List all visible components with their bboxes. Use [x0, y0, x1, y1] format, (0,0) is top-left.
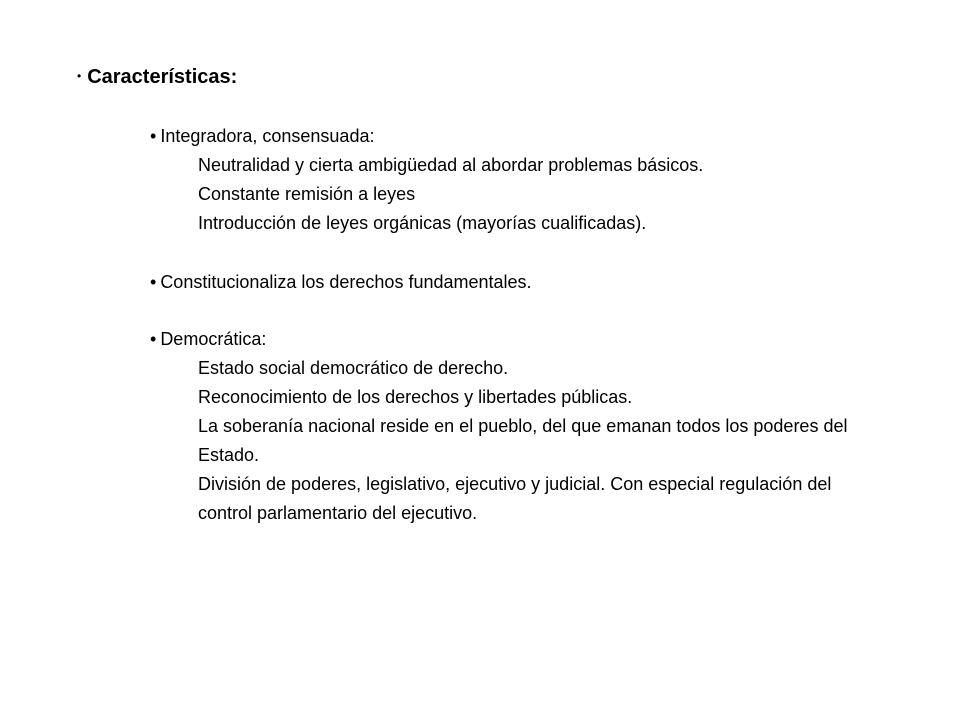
slide-heading	[77, 66, 237, 89]
section-title	[150, 325, 888, 354]
section-democratica	[150, 325, 888, 528]
section-constitucionaliza	[150, 268, 532, 297]
sub-line: Introducción de leyes orgánicas (mayorías cualificadas).	[198, 213, 647, 233]
section-title-text: Democrática:	[160, 329, 267, 349]
bullet-icon: •	[150, 272, 157, 292]
section-title-text: Integradora, consensuada:	[160, 126, 375, 146]
bullet-icon: •	[150, 126, 157, 146]
section-title	[150, 122, 888, 151]
sub-line: Constante remisión a leyes	[198, 184, 416, 204]
section-integradora	[150, 122, 888, 238]
sub-line: Estado social democrático de derecho.	[198, 358, 509, 378]
heading-text: Características:	[87, 66, 238, 88]
sub-line: La soberanía nacional reside en el pueblo, del que emanan todos los poderes del Estado.	[198, 416, 848, 465]
sub-line: División de poderes, legislativo, ejecutivo y judicial. Con especial regulación del control parlamentario del ejecutivo.	[198, 474, 832, 523]
section-title	[150, 268, 532, 297]
bullet-icon: •	[77, 69, 82, 83]
section-title-text: Constitucionaliza los derechos fundamentales.	[160, 272, 532, 292]
sub-line: Reconocimiento de los derechos y libertades públicas.	[198, 387, 633, 407]
sub-line: Neutralidad y cierta ambigüedad al abordar problemas básicos.	[198, 155, 704, 175]
bullet-icon: •	[150, 329, 157, 349]
